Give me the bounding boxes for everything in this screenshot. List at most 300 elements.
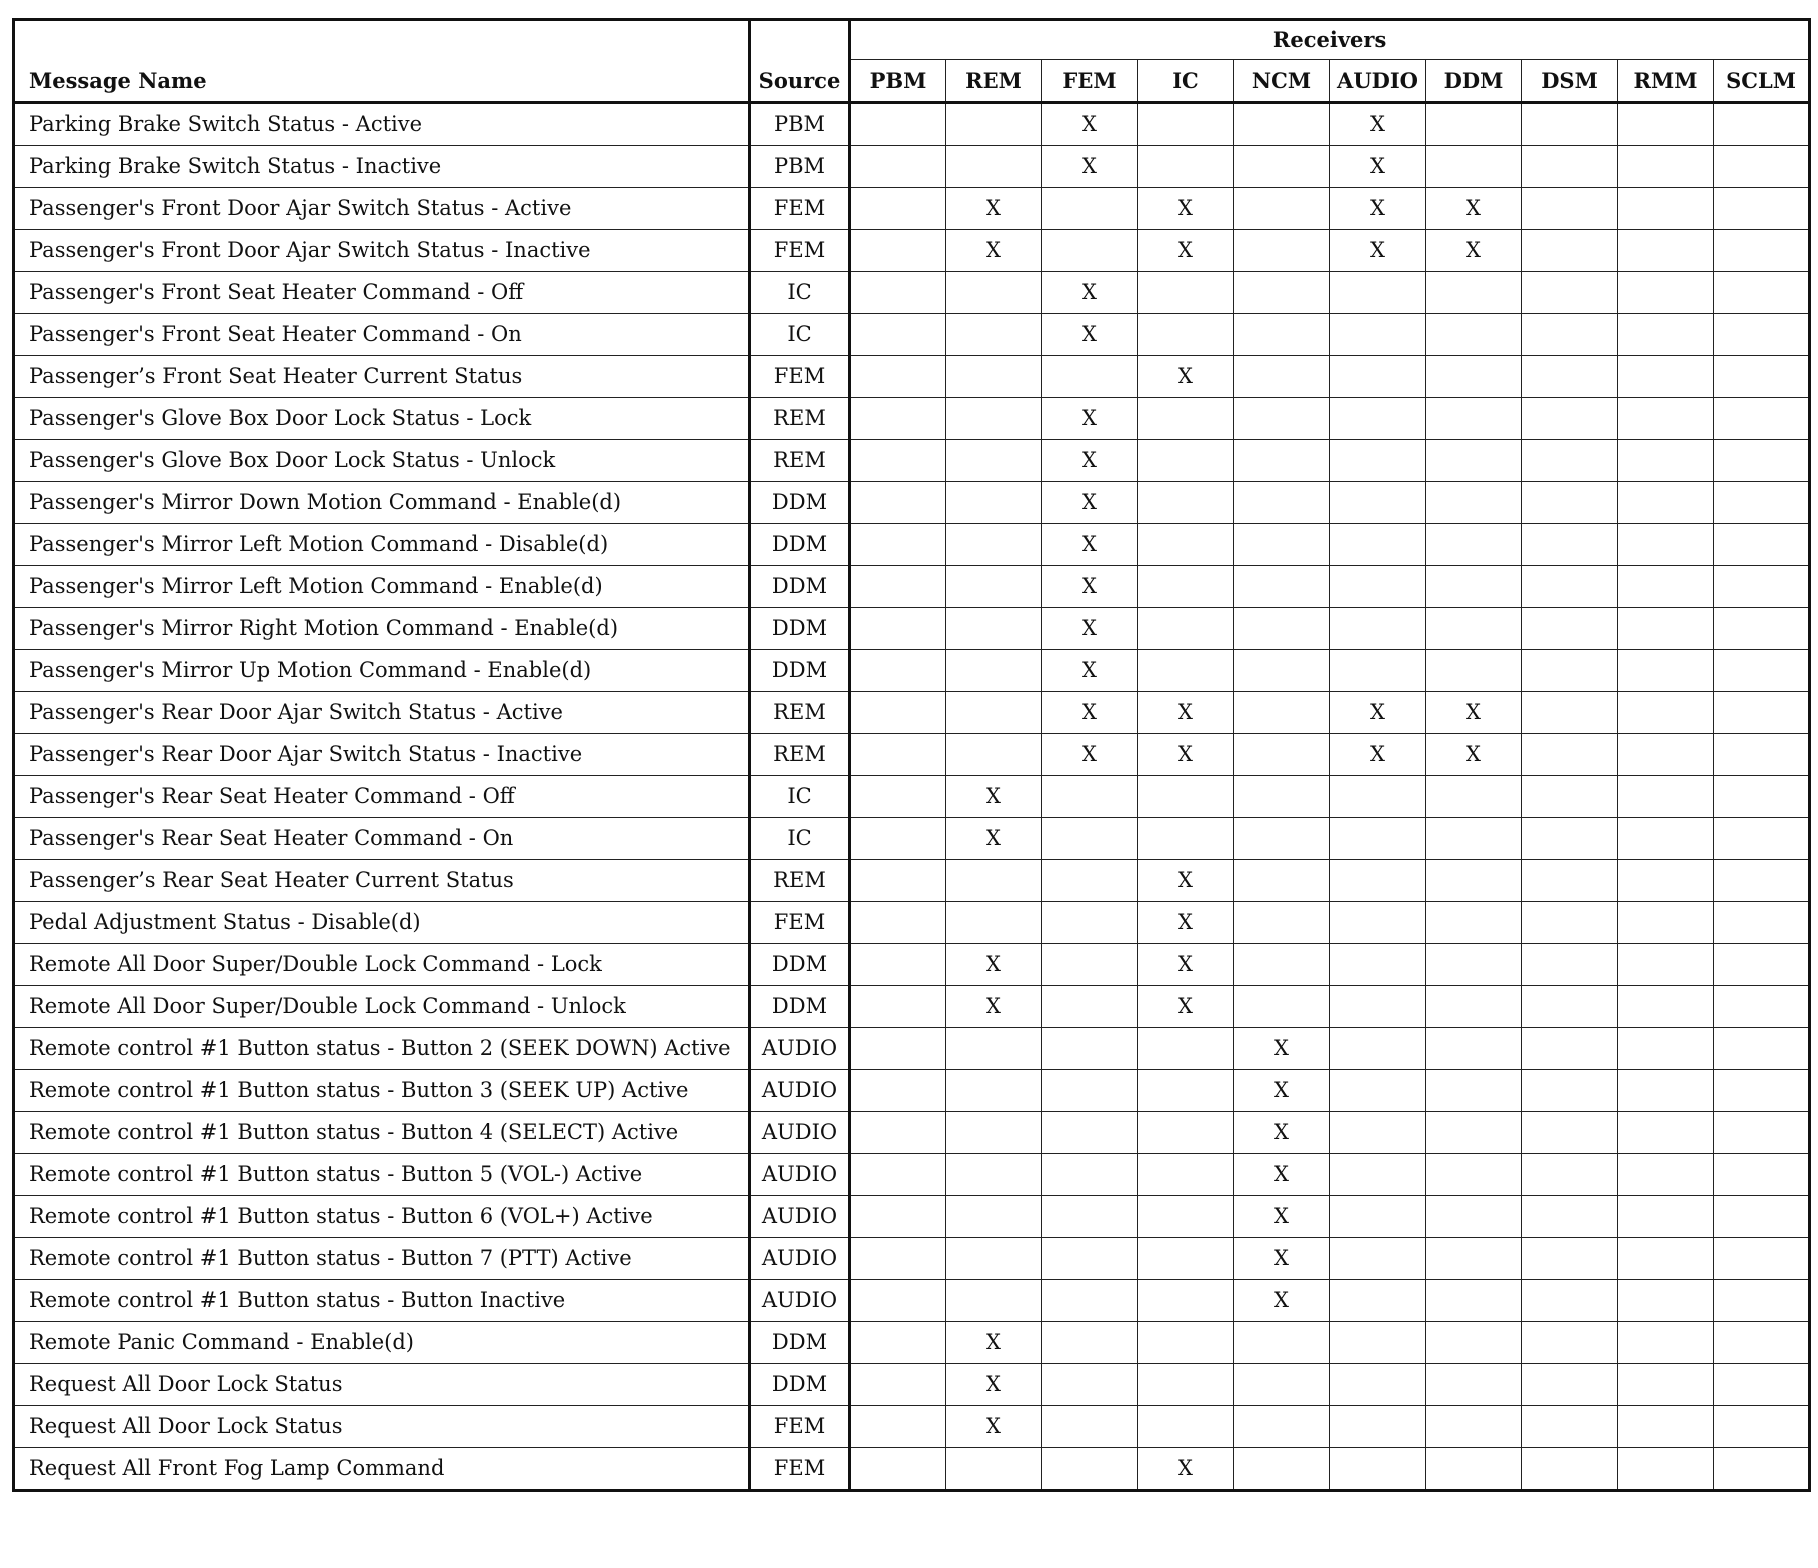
receiver-mark-pbm	[850, 146, 946, 188]
receiver-mark-dsm	[1522, 1280, 1618, 1322]
receiver-mark-dsm	[1522, 356, 1618, 398]
receiver-mark-ic: X	[1138, 902, 1234, 944]
receiver-mark-rmm	[1618, 1028, 1714, 1070]
receiver-mark-audio	[1330, 986, 1426, 1028]
receiver-mark-rem	[946, 524, 1042, 566]
receiver-mark-dsm	[1522, 566, 1618, 608]
receiver-mark-ddm	[1426, 1028, 1522, 1070]
receiver-mark-rem	[946, 314, 1042, 356]
receiver-mark-dsm	[1522, 103, 1618, 146]
receiver-mark-rmm	[1618, 524, 1714, 566]
receiver-mark-sclm	[1714, 230, 1810, 272]
receiver-mark-sclm	[1714, 272, 1810, 314]
receiver-mark-pbm	[850, 1448, 946, 1491]
receiver-mark-ncm	[1234, 1364, 1330, 1406]
receiver-mark-fem: X	[1042, 398, 1138, 440]
receiver-mark-rem	[946, 1196, 1042, 1238]
receiver-mark-pbm	[850, 734, 946, 776]
receiver-mark-rmm	[1618, 1070, 1714, 1112]
message-name-cell: Passenger's Front Seat Heater Command - On	[14, 314, 750, 356]
source-cell: REM	[750, 692, 850, 734]
receiver-mark-ddm	[1426, 1448, 1522, 1491]
receiver-mark-fem	[1042, 860, 1138, 902]
receiver-mark-fem	[1042, 1322, 1138, 1364]
receiver-mark-ddm	[1426, 1322, 1522, 1364]
receiver-mark-pbm	[850, 860, 946, 902]
receiver-mark-sclm	[1714, 608, 1810, 650]
receiver-mark-ddm	[1426, 1406, 1522, 1448]
table-row	[14, 1196, 1810, 1238]
receiver-mark-ddm	[1426, 776, 1522, 818]
receiver-mark-pbm	[850, 902, 946, 944]
receiver-mark-rem: X	[946, 1406, 1042, 1448]
receiver-mark-rmm	[1618, 692, 1714, 734]
source-cell: REM	[750, 860, 850, 902]
receiver-mark-sclm	[1714, 314, 1810, 356]
receiver-mark-ncm	[1234, 356, 1330, 398]
receiver-mark-audio	[1330, 356, 1426, 398]
receiver-mark-sclm	[1714, 1280, 1810, 1322]
receiver-mark-ddm	[1426, 440, 1522, 482]
table-row	[14, 230, 1810, 272]
receiver-mark-pbm	[850, 1112, 946, 1154]
message-name-cell: Remote All Door Super/Double Lock Command - Lock	[14, 944, 750, 986]
receiver-mark-dsm	[1522, 776, 1618, 818]
receiver-mark-rmm	[1618, 398, 1714, 440]
receiver-mark-dsm	[1522, 860, 1618, 902]
receiver-mark-rmm	[1618, 1154, 1714, 1196]
message-name-cell: Remote control #1 Button status - Button 7 (PTT) Active	[14, 1238, 750, 1280]
receiver-mark-sclm	[1714, 103, 1810, 146]
receiver-mark-fem: X	[1042, 608, 1138, 650]
receiver-mark-audio	[1330, 1028, 1426, 1070]
receiver-mark-sclm	[1714, 1406, 1810, 1448]
receiver-mark-ddm	[1426, 1238, 1522, 1280]
receiver-mark-rmm	[1618, 188, 1714, 230]
receiver-mark-fem	[1042, 1070, 1138, 1112]
receiver-mark-ddm	[1426, 902, 1522, 944]
receiver-mark-rmm	[1618, 1322, 1714, 1364]
receiver-mark-dsm	[1522, 1406, 1618, 1448]
receiver-mark-rem	[946, 1154, 1042, 1196]
receiver-mark-sclm	[1714, 1364, 1810, 1406]
receiver-mark-ddm	[1426, 1112, 1522, 1154]
receiver-mark-rem	[946, 1448, 1042, 1491]
receiver-mark-ncm: X	[1234, 1154, 1330, 1196]
header-receiver-dsm: DSM	[1522, 60, 1618, 103]
message-name-cell: Passenger's Glove Box Door Lock Status - Unlock	[14, 440, 750, 482]
receiver-mark-pbm	[850, 1406, 946, 1448]
receiver-mark-ic: X	[1138, 1448, 1234, 1491]
receiver-mark-pbm	[850, 314, 946, 356]
table-body	[14, 103, 1810, 1491]
receiver-mark-pbm	[850, 524, 946, 566]
receiver-mark-pbm	[850, 1364, 946, 1406]
message-name-cell: Passenger's Glove Box Door Lock Status - Lock	[14, 398, 750, 440]
receiver-mark-ic: X	[1138, 692, 1234, 734]
receiver-mark-ddm: X	[1426, 692, 1522, 734]
receiver-mark-rmm	[1618, 1280, 1714, 1322]
receiver-mark-ddm	[1426, 398, 1522, 440]
receiver-mark-ic	[1138, 482, 1234, 524]
receiver-mark-rmm	[1618, 103, 1714, 146]
table-row	[14, 272, 1810, 314]
receiver-mark-fem: X	[1042, 566, 1138, 608]
receiver-mark-rmm	[1618, 356, 1714, 398]
receiver-mark-rmm	[1618, 818, 1714, 860]
receiver-mark-ddm	[1426, 482, 1522, 524]
receiver-mark-pbm	[850, 230, 946, 272]
receiver-mark-ic	[1138, 566, 1234, 608]
table-row	[14, 524, 1810, 566]
receiver-mark-audio	[1330, 1112, 1426, 1154]
message-name-cell: Passenger's Mirror Up Motion Command - Enable(d)	[14, 650, 750, 692]
receiver-mark-ic: X	[1138, 188, 1234, 230]
table-row	[14, 1238, 1810, 1280]
receiver-mark-fem	[1042, 356, 1138, 398]
receiver-mark-fem	[1042, 818, 1138, 860]
receiver-mark-sclm	[1714, 398, 1810, 440]
message-name-cell: Passenger's Front Seat Heater Command - Off	[14, 272, 750, 314]
table-row	[14, 1070, 1810, 1112]
receiver-mark-rmm	[1618, 902, 1714, 944]
table-row	[14, 1364, 1810, 1406]
receiver-mark-dsm	[1522, 1322, 1618, 1364]
message-name-cell: Remote All Door Super/Double Lock Command - Unlock	[14, 986, 750, 1028]
receiver-mark-rem	[946, 1112, 1042, 1154]
receiver-mark-ddm	[1426, 1154, 1522, 1196]
receiver-mark-ncm	[1234, 1406, 1330, 1448]
receiver-mark-dsm	[1522, 986, 1618, 1028]
receiver-mark-pbm	[850, 440, 946, 482]
message-name-cell: Request All Front Fog Lamp Command	[14, 1448, 750, 1491]
receiver-mark-rem	[946, 608, 1042, 650]
receiver-mark-ncm	[1234, 272, 1330, 314]
source-cell: DDM	[750, 986, 850, 1028]
message-name-cell: Passenger's Front Door Ajar Switch Status - Inactive	[14, 230, 750, 272]
receiver-mark-dsm	[1522, 1154, 1618, 1196]
receiver-mark-audio	[1330, 314, 1426, 356]
receiver-mark-pbm	[850, 188, 946, 230]
receiver-mark-audio	[1330, 440, 1426, 482]
receiver-mark-rem: X	[946, 776, 1042, 818]
source-cell: FEM	[750, 188, 850, 230]
receiver-mark-sclm	[1714, 692, 1810, 734]
source-cell: AUDIO	[750, 1028, 850, 1070]
source-cell: PBM	[750, 146, 850, 188]
receiver-mark-ncm	[1234, 818, 1330, 860]
receiver-mark-ic: X	[1138, 734, 1234, 776]
receiver-mark-rem: X	[946, 1322, 1042, 1364]
source-cell: IC	[750, 272, 850, 314]
receiver-mark-sclm	[1714, 1196, 1810, 1238]
header-receiver-rem: REM	[946, 60, 1042, 103]
receiver-mark-dsm	[1522, 314, 1618, 356]
receiver-mark-ddm: X	[1426, 188, 1522, 230]
table-row	[14, 776, 1810, 818]
receiver-mark-pbm	[850, 566, 946, 608]
receiver-mark-rem	[946, 1070, 1042, 1112]
receiver-mark-sclm	[1714, 440, 1810, 482]
source-cell: AUDIO	[750, 1280, 850, 1322]
receiver-mark-dsm	[1522, 944, 1618, 986]
receiver-mark-sclm	[1714, 1028, 1810, 1070]
receiver-mark-sclm	[1714, 356, 1810, 398]
table-row	[14, 1448, 1810, 1491]
receiver-mark-fem	[1042, 188, 1138, 230]
receiver-mark-pbm	[850, 103, 946, 146]
table-row	[14, 1112, 1810, 1154]
receiver-mark-ic	[1138, 1364, 1234, 1406]
table-row	[14, 314, 1810, 356]
message-name-cell: Remote control #1 Button status - Button Inactive	[14, 1280, 750, 1322]
receiver-mark-rmm	[1618, 608, 1714, 650]
receiver-mark-ddm	[1426, 356, 1522, 398]
source-cell: DDM	[750, 944, 850, 986]
receiver-mark-ic	[1138, 524, 1234, 566]
table-row	[14, 860, 1810, 902]
receiver-mark-ic	[1138, 314, 1234, 356]
source-cell: IC	[750, 314, 850, 356]
receiver-mark-rem	[946, 734, 1042, 776]
receiver-mark-ddm	[1426, 1196, 1522, 1238]
receiver-mark-sclm	[1714, 944, 1810, 986]
receiver-mark-ic	[1138, 1154, 1234, 1196]
receiver-mark-sclm	[1714, 818, 1810, 860]
receiver-mark-audio: X	[1330, 734, 1426, 776]
header-receiver-sclm: SCLM	[1714, 60, 1810, 103]
receiver-mark-ddm	[1426, 1070, 1522, 1112]
receiver-mark-audio	[1330, 566, 1426, 608]
receiver-mark-dsm	[1522, 482, 1618, 524]
receiver-mark-ic: X	[1138, 944, 1234, 986]
receiver-mark-audio	[1330, 1448, 1426, 1491]
source-cell: AUDIO	[750, 1154, 850, 1196]
header-receivers: Receivers	[850, 20, 1810, 60]
message-name-cell: Remote control #1 Button status - Button 3 (SEEK UP) Active	[14, 1070, 750, 1112]
receiver-mark-audio	[1330, 398, 1426, 440]
table-row	[14, 902, 1810, 944]
receiver-mark-pbm	[850, 986, 946, 1028]
table-row	[14, 1280, 1810, 1322]
table-row	[14, 818, 1810, 860]
message-name-cell: Remote control #1 Button status - Button 4 (SELECT) Active	[14, 1112, 750, 1154]
receiver-mark-pbm	[850, 944, 946, 986]
source-cell: DDM	[750, 524, 850, 566]
receiver-mark-audio	[1330, 1070, 1426, 1112]
receiver-mark-sclm	[1714, 1322, 1810, 1364]
receiver-mark-sclm	[1714, 1154, 1810, 1196]
receiver-mark-pbm	[850, 692, 946, 734]
receiver-mark-fem	[1042, 1406, 1138, 1448]
receiver-mark-sclm	[1714, 1238, 1810, 1280]
receiver-mark-fem: X	[1042, 524, 1138, 566]
receiver-mark-fem	[1042, 1364, 1138, 1406]
receiver-mark-ic: X	[1138, 356, 1234, 398]
source-cell: IC	[750, 818, 850, 860]
receiver-mark-rem	[946, 902, 1042, 944]
receiver-mark-dsm	[1522, 1112, 1618, 1154]
receiver-mark-dsm	[1522, 440, 1618, 482]
table-row	[14, 944, 1810, 986]
receiver-mark-pbm	[850, 1196, 946, 1238]
receiver-mark-sclm	[1714, 566, 1810, 608]
receiver-mark-dsm	[1522, 524, 1618, 566]
message-name-cell: Passenger's Front Door Ajar Switch Status - Active	[14, 188, 750, 230]
receiver-mark-ddm	[1426, 314, 1522, 356]
message-name-cell: Parking Brake Switch Status - Inactive	[14, 146, 750, 188]
receiver-mark-dsm	[1522, 146, 1618, 188]
receiver-mark-fem	[1042, 902, 1138, 944]
receiver-mark-sclm	[1714, 188, 1810, 230]
receiver-mark-rem: X	[946, 986, 1042, 1028]
receiver-mark-ic	[1138, 1280, 1234, 1322]
receiver-mark-pbm	[850, 1070, 946, 1112]
receiver-mark-ncm	[1234, 944, 1330, 986]
receiver-mark-ic	[1138, 272, 1234, 314]
receiver-mark-pbm	[850, 482, 946, 524]
receiver-mark-ncm	[1234, 1322, 1330, 1364]
receiver-mark-ncm	[1234, 902, 1330, 944]
receiver-mark-ncm	[1234, 103, 1330, 146]
message-name-cell: Remote control #1 Button status - Button 6 (VOL+) Active	[14, 1196, 750, 1238]
message-name-cell: Passenger's Rear Seat Heater Command - Off	[14, 776, 750, 818]
receiver-mark-fem	[1042, 1196, 1138, 1238]
table-row	[14, 1406, 1810, 1448]
receiver-mark-sclm	[1714, 1112, 1810, 1154]
message-name-cell: Passenger's Rear Door Ajar Switch Status - Active	[14, 692, 750, 734]
receiver-mark-fem	[1042, 230, 1138, 272]
receiver-mark-fem	[1042, 1154, 1138, 1196]
receiver-mark-rem	[946, 1280, 1042, 1322]
receiver-mark-sclm	[1714, 734, 1810, 776]
receiver-mark-ic	[1138, 776, 1234, 818]
message-name-cell: Remote control #1 Button status - Button 5 (VOL-) Active	[14, 1154, 750, 1196]
receiver-mark-rem: X	[946, 230, 1042, 272]
receiver-mark-sclm	[1714, 524, 1810, 566]
receiver-mark-ddm	[1426, 944, 1522, 986]
receiver-mark-ncm	[1234, 146, 1330, 188]
message-receivers-table	[12, 18, 1811, 1492]
receiver-mark-pbm	[850, 608, 946, 650]
receiver-mark-ncm	[1234, 1448, 1330, 1491]
receiver-mark-rmm	[1618, 860, 1714, 902]
receiver-mark-rmm	[1618, 146, 1714, 188]
table-row	[14, 650, 1810, 692]
receiver-mark-dsm	[1522, 398, 1618, 440]
receiver-mark-ddm	[1426, 272, 1522, 314]
receiver-mark-ncm	[1234, 860, 1330, 902]
message-name-cell: Passenger's Mirror Right Motion Command - Enable(d)	[14, 608, 750, 650]
receiver-mark-ddm	[1426, 103, 1522, 146]
receiver-mark-dsm	[1522, 1196, 1618, 1238]
receiver-mark-ic	[1138, 1196, 1234, 1238]
receiver-mark-rmm	[1618, 944, 1714, 986]
receiver-mark-audio	[1330, 650, 1426, 692]
source-cell: DDM	[750, 566, 850, 608]
receiver-mark-rem	[946, 272, 1042, 314]
header-message-name: Message Name	[14, 20, 750, 103]
receiver-mark-ic	[1138, 103, 1234, 146]
receiver-mark-ddm	[1426, 566, 1522, 608]
source-cell: FEM	[750, 230, 850, 272]
receiver-mark-dsm	[1522, 230, 1618, 272]
receiver-mark-audio: X	[1330, 103, 1426, 146]
source-cell: AUDIO	[750, 1112, 850, 1154]
receiver-mark-fem: X	[1042, 314, 1138, 356]
receiver-mark-sclm	[1714, 650, 1810, 692]
message-name-cell: Passenger's Rear Seat Heater Command - On	[14, 818, 750, 860]
receiver-mark-rmm	[1618, 1238, 1714, 1280]
receiver-mark-audio: X	[1330, 146, 1426, 188]
table-row	[14, 440, 1810, 482]
receiver-mark-fem: X	[1042, 440, 1138, 482]
receiver-mark-rmm	[1618, 440, 1714, 482]
receiver-mark-dsm	[1522, 188, 1618, 230]
receiver-mark-audio	[1330, 860, 1426, 902]
receiver-mark-ic	[1138, 1322, 1234, 1364]
receiver-mark-ddm	[1426, 1364, 1522, 1406]
receiver-mark-ic	[1138, 1028, 1234, 1070]
receiver-mark-ncm	[1234, 986, 1330, 1028]
receiver-mark-ddm: X	[1426, 230, 1522, 272]
receiver-mark-fem: X	[1042, 734, 1138, 776]
receiver-mark-ncm: X	[1234, 1280, 1330, 1322]
message-name-cell: Remote control #1 Button status - Button 2 (SEEK DOWN) Active	[14, 1028, 750, 1070]
receiver-mark-rmm	[1618, 776, 1714, 818]
message-name-cell: Passenger's Mirror Left Motion Command - Enable(d)	[14, 566, 750, 608]
receiver-mark-ic	[1138, 1070, 1234, 1112]
receiver-mark-rmm	[1618, 1448, 1714, 1491]
receiver-mark-ic: X	[1138, 986, 1234, 1028]
message-name-cell: Passenger's Rear Door Ajar Switch Status - Inactive	[14, 734, 750, 776]
receiver-mark-fem	[1042, 1028, 1138, 1070]
receiver-mark-rmm	[1618, 230, 1714, 272]
header-receiver-audio: AUDIO	[1330, 60, 1426, 103]
receiver-mark-dsm	[1522, 608, 1618, 650]
table-row	[14, 566, 1810, 608]
receiver-mark-audio	[1330, 482, 1426, 524]
receiver-mark-pbm	[850, 1154, 946, 1196]
receiver-mark-audio: X	[1330, 692, 1426, 734]
header-receiver-ncm: NCM	[1234, 60, 1330, 103]
receiver-mark-fem: X	[1042, 692, 1138, 734]
receiver-mark-dsm	[1522, 902, 1618, 944]
receiver-mark-ddm	[1426, 524, 1522, 566]
receiver-mark-audio	[1330, 1406, 1426, 1448]
receiver-mark-pbm	[850, 1322, 946, 1364]
receiver-mark-rmm	[1618, 1364, 1714, 1406]
table-row	[14, 482, 1810, 524]
source-cell: DDM	[750, 1364, 850, 1406]
table-row	[14, 188, 1810, 230]
receiver-mark-rmm	[1618, 734, 1714, 776]
table-row	[14, 356, 1810, 398]
source-cell: DDM	[750, 608, 850, 650]
receiver-mark-rmm	[1618, 986, 1714, 1028]
source-cell: FEM	[750, 356, 850, 398]
receiver-mark-rem: X	[946, 1364, 1042, 1406]
receiver-mark-audio	[1330, 1280, 1426, 1322]
table-row	[14, 398, 1810, 440]
receiver-mark-audio	[1330, 272, 1426, 314]
receiver-mark-rem	[946, 146, 1042, 188]
table-row	[14, 146, 1810, 188]
source-cell: FEM	[750, 1406, 850, 1448]
receiver-mark-pbm	[850, 1280, 946, 1322]
receiver-mark-dsm	[1522, 818, 1618, 860]
source-cell: REM	[750, 398, 850, 440]
